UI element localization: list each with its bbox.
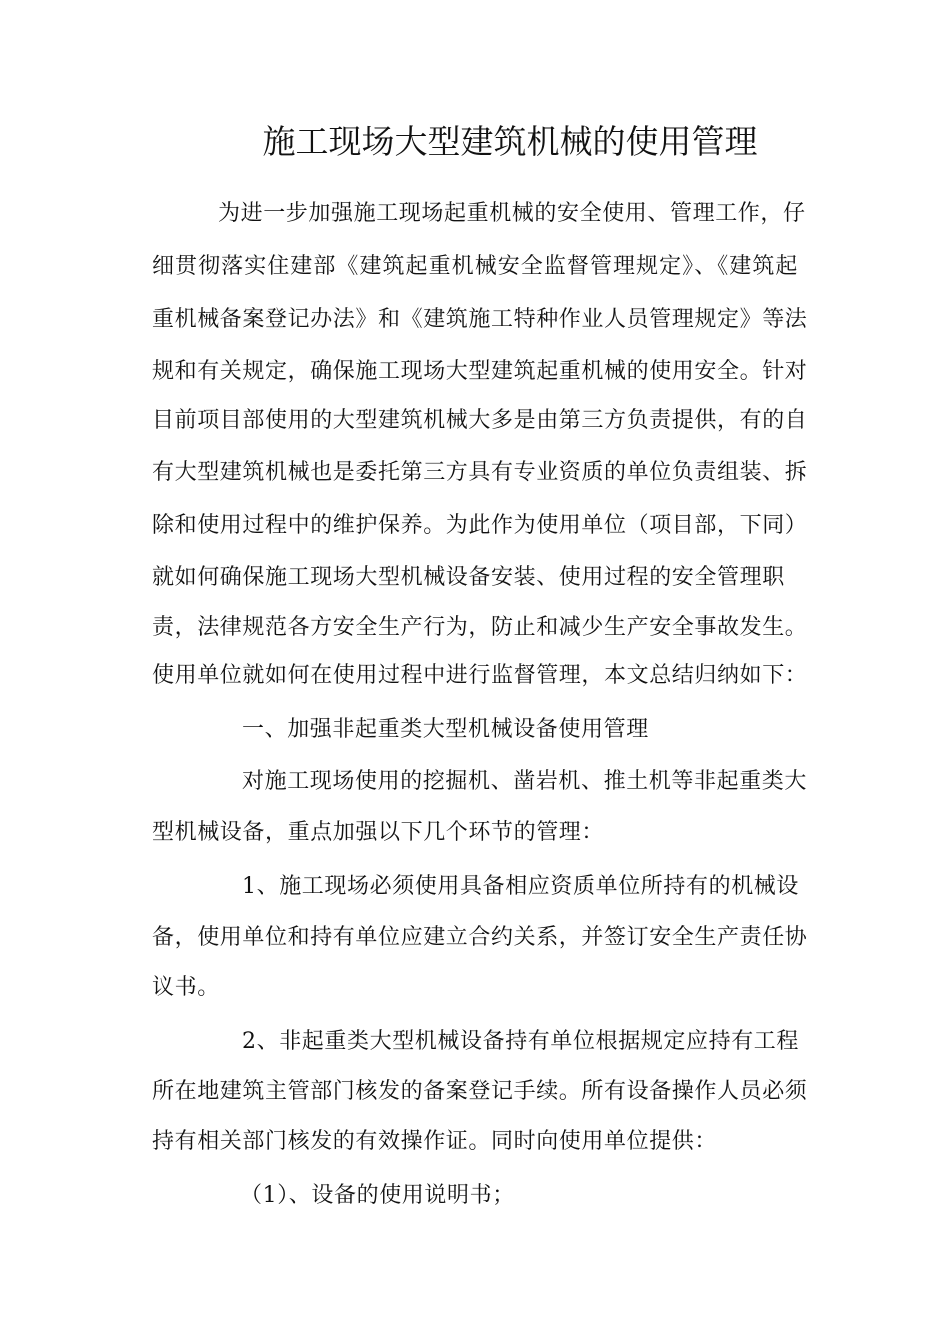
paragraph-line: 为进一步加强施工现场起重机械的安全使用、管理工作，仔 [218, 201, 806, 226]
paragraph-line: 除和使用过程中的维护保养。为此作为使用单位（项目部，下同） [152, 513, 808, 538]
paragraph-line: 所在地建筑主管部门核发的备案登记手续。所有设备操作人员必须 [152, 1079, 808, 1104]
document-title: 施工现场大型建筑机械的使用管理 [262, 122, 758, 161]
paragraph-line: 责，法律规范各方安全生产行为，防止和减少生产安全事故发生。 [152, 615, 808, 640]
paragraph-line: 对施工现场使用的挖掘机、凿岩机、推土机等非起重类大 [242, 769, 808, 794]
paragraph-line: 目前项目部使用的大型建筑机械大多是由第三方负责提供，有的自 [152, 408, 808, 433]
paragraph-line: 备，使用单位和持有单位应建立合约关系，并签订安全生产责任协 [152, 925, 808, 950]
paragraph-line: 持有相关部门核发的有效操作证。同时向使用单位提供： [152, 1129, 718, 1154]
paragraph-line: 议书。 [152, 975, 220, 1000]
paragraph-line: 1、施工现场必须使用具备相应资质单位所持有的机械设 [242, 874, 799, 899]
paragraph-line: 2、非起重类大型机械设备持有单位根据规定应持有工程 [242, 1029, 799, 1054]
paragraph-line: 就如何确保施工现场大型机械设备安装、使用过程的安全管理职 [152, 565, 785, 590]
paragraph-line: 规和有关规定，确保施工现场大型建筑起重机械的使用安全。针对 [152, 359, 808, 384]
paragraph-line: 使用单位就如何在使用过程中进行监督管理，本文总结归纳如下： [152, 663, 808, 688]
paragraph-line: 重机械备案登记办法》和《建筑施工特种作业人员管理规定》等法 [152, 307, 808, 332]
list-item: （1）、设备的使用说明书； [240, 1183, 515, 1208]
paragraph-line: 型机械设备，重点加强以下几个环节的管理： [152, 820, 605, 845]
paragraph-line: 有大型建筑机械也是委托第三方具有专业资质的单位负责组装、拆 [152, 460, 808, 485]
section-heading: 一、加强非起重类大型机械设备使用管理 [242, 717, 649, 742]
paragraph-line: 细贯彻落实住建部《建筑起重机械安全监督管理规定》、《建筑起 [152, 254, 798, 279]
